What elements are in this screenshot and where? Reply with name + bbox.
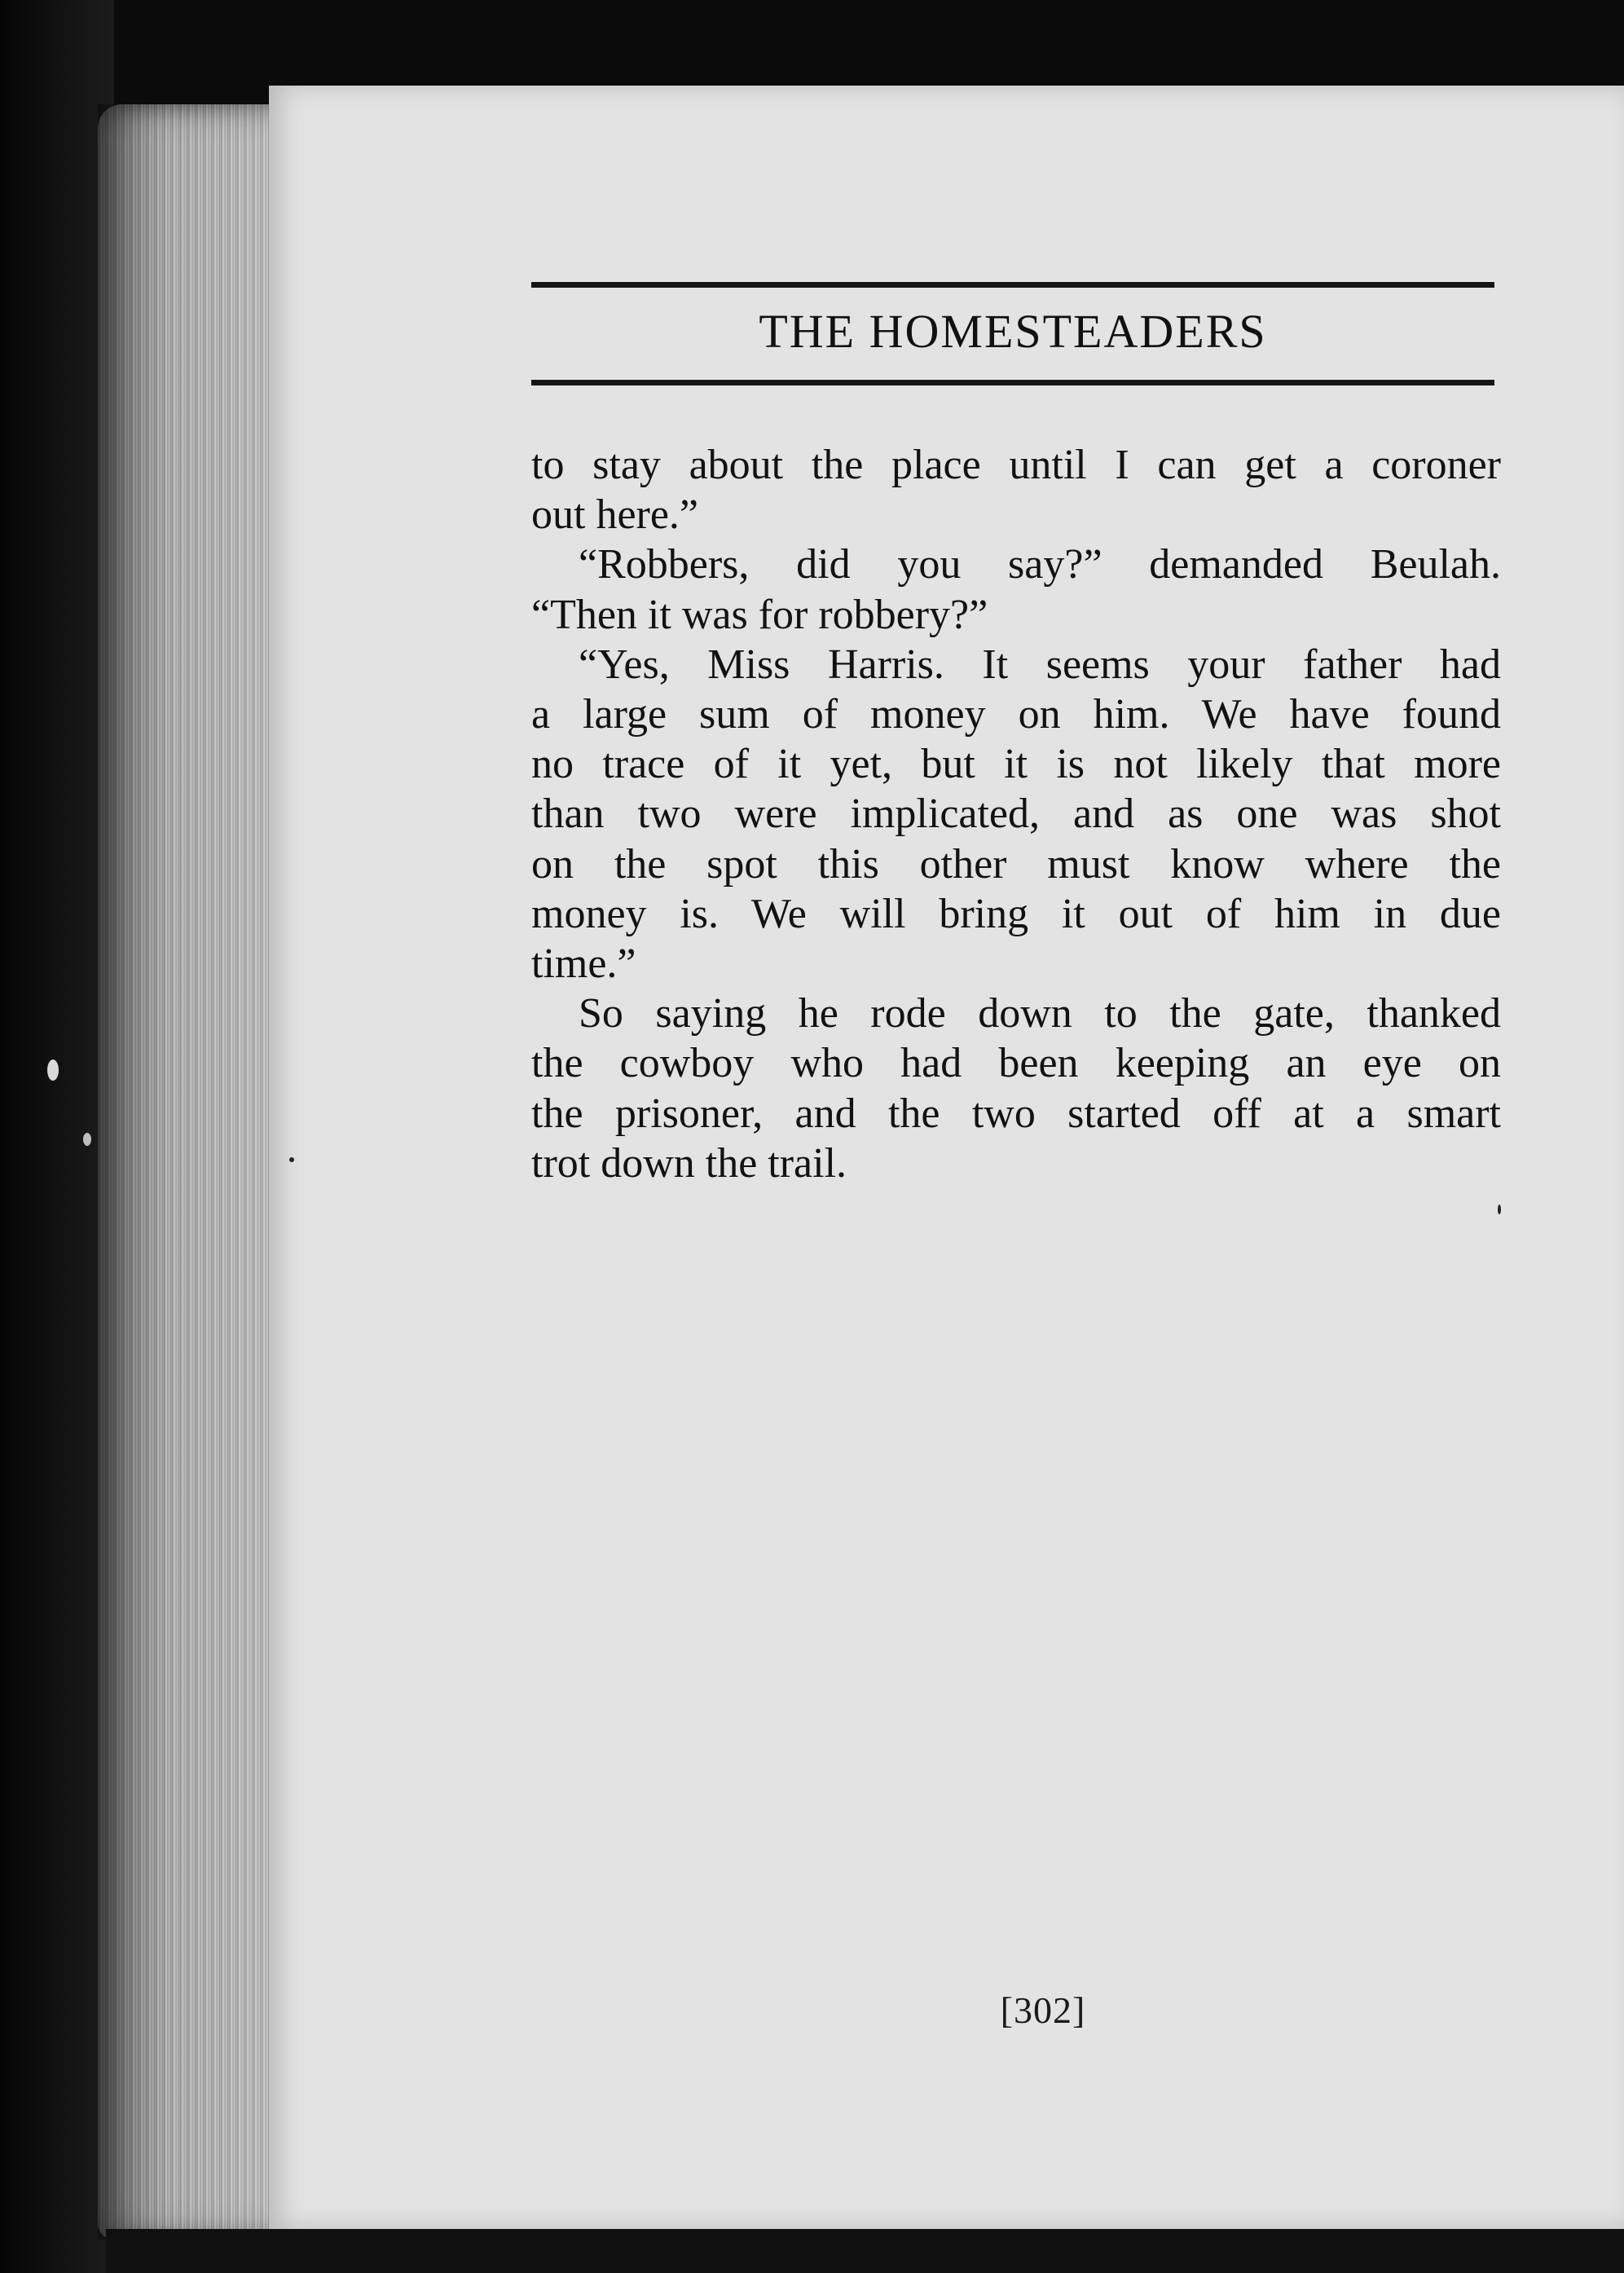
- text-line: the cowboy who had been keeping an eye on: [531, 1040, 1501, 1087]
- text-line: a large sum of money on him. We have found: [531, 691, 1501, 738]
- text-line: “Yes, Miss Harris. It seems your father had: [579, 641, 1501, 688]
- text-line: “Robbers, did you say?” demanded Beulah.: [579, 541, 1501, 588]
- text-line: the prisoner, and the two started off at a smart: [531, 1090, 1501, 1137]
- scan-speck: [1498, 1205, 1501, 1214]
- text-line: out here.”: [531, 491, 699, 539]
- header-rule-top: [531, 282, 1494, 288]
- book-cover-edge: [0, 0, 114, 2273]
- page-number: [302]: [1000, 1989, 1086, 2031]
- text-line: “Then it was for robbery?”: [531, 591, 988, 638]
- scan-bottom-edge: [106, 2229, 1624, 2273]
- scan-speck: [47, 1059, 59, 1081]
- text-line: trot down the trail.: [531, 1139, 847, 1187]
- text-line: on the spot this other must know where the: [531, 840, 1501, 888]
- scan-speck: [289, 1157, 294, 1162]
- text-line: no trace of it yet, but it is not likely that more: [531, 741, 1501, 788]
- body-text: [531, 440, 1501, 1188]
- text-line: So saying he rode down to the gate, thanked: [579, 990, 1501, 1037]
- text-line: money is. We will bring it out of him in due: [531, 890, 1501, 937]
- running-head: THE HOMESTEADERS: [759, 305, 1267, 358]
- text-line: to stay about the place until I can get a coroner: [531, 442, 1501, 488]
- text-line: than two were implicated, and as one was shot: [531, 791, 1501, 838]
- scan-speck: [83, 1133, 91, 1146]
- text-line: time.”: [531, 940, 636, 988]
- header-rule-bottom: [531, 380, 1494, 385]
